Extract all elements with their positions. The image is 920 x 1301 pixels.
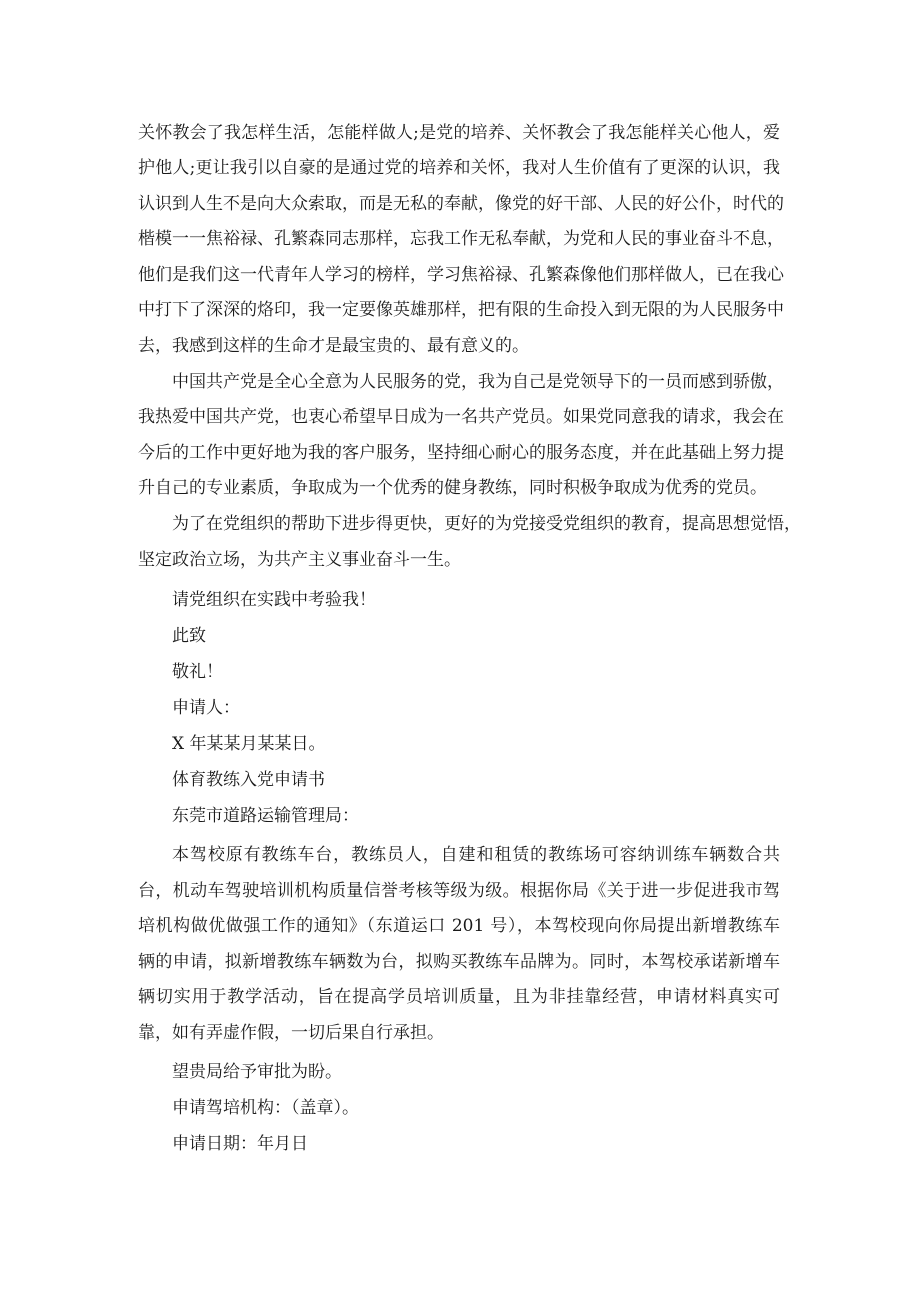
request-line: 望贵局给予审批为盼。 [172, 1062, 342, 1082]
recipient-line: 东莞市道路运输管理局： [172, 806, 359, 826]
section-title: 体育教练入党申请书 [172, 770, 325, 790]
paragraph-line: 台，机动车驾驶培训机构质量信誉考核等级为级。根据你局《关于进一步促进我市驾 [138, 881, 780, 901]
signature-line: 申请人： [172, 698, 240, 718]
paragraph-line: 辆的申请，拟新增教练车辆数为台，拟购买教练车品牌为。同时，本驾校承诺新增车 [138, 952, 780, 972]
paragraph-line: 本驾校原有教练车台，教练员人，自建和租赁的教练场可容纳训练车辆数合共 [172, 845, 780, 865]
applicant-line: 申请驾培机构：（盖章）。 [172, 1098, 359, 1118]
paragraph-line: 护他人;更让我引以自豪的是通过党的培养和关怀，我对人生价值有了更深的认识，我 [138, 158, 780, 178]
application-date-line: 申请日期：年月日 [172, 1134, 308, 1154]
paragraph-line: 升自己的专业素质，争取成为一个优秀的健身教练，同时积极争取成为优秀的党员。 [138, 478, 767, 498]
paragraph-line: 我热爱中国共产党，也衷心希望早日成为一名共产党员。如果党同意我的请求，我会在 [138, 407, 784, 427]
paragraph-line: 靠，如有弄虚作假，一切后果自行承担。 [138, 1023, 444, 1043]
date-line: X 年某某月某某日。 [172, 734, 326, 754]
paragraph-line: 认识到人生不是向大众索取，而是无私的奉献，像党的好干部、人民的好公仆，时代的 [138, 194, 784, 214]
paragraph-line: 去，我感到这样的生命才是最宝贵的、最有意义的。 [138, 336, 529, 356]
paragraph-line: 培机构做优做强工作的通知》（东道运口 201 号），本驾校现向你局提出新增教练车 [138, 916, 780, 936]
paragraph-line: 为了在党组织的帮助下进步得更快，更好的为党接受党组织的教育，提高思想觉悟， [172, 514, 801, 534]
paragraph-line: 今后的工作中更好地为我的客户服务，坚持细心耐心的服务态度，并在此基础上努力提 [138, 443, 784, 463]
paragraph-line: 辆切实用于教学活动，旨在提高学员培训质量，且为非挂靠经营，申请材料真实可 [138, 987, 780, 1007]
paragraph-line: 关怀教会了我怎样生活，怎能样做人;是党的培养、关怀教会了我怎能样关心他人，爱 [138, 123, 780, 143]
closing-line: 此致 [172, 626, 206, 646]
paragraph-line: 中国共产党是全心全意为人民服务的党，我为自己是党领导下的一员而感到骄傲， [172, 372, 784, 392]
paragraph-line: 楷模一一焦裕禄、孔繁森同志那样，忘我工作无私奉献，为党和人民的事业奋斗不息， [138, 229, 784, 249]
paragraph-line: 中打下了深深的烙印，我一定要像英雄那样，把有限的生命投入到无限的为人民服务中 [138, 300, 784, 320]
paragraph-line: 请党组织在实践中考验我！ [172, 590, 376, 610]
paragraph-line: 他们是我们这一代青年人学习的榜样，学习焦裕禄、孔繁森像他们那样做人，已在我心 [138, 265, 784, 285]
closing-line: 敬礼！ [172, 662, 223, 682]
paragraph-line: 坚定政治立场，为共产主义事业奋斗一生。 [138, 550, 461, 570]
